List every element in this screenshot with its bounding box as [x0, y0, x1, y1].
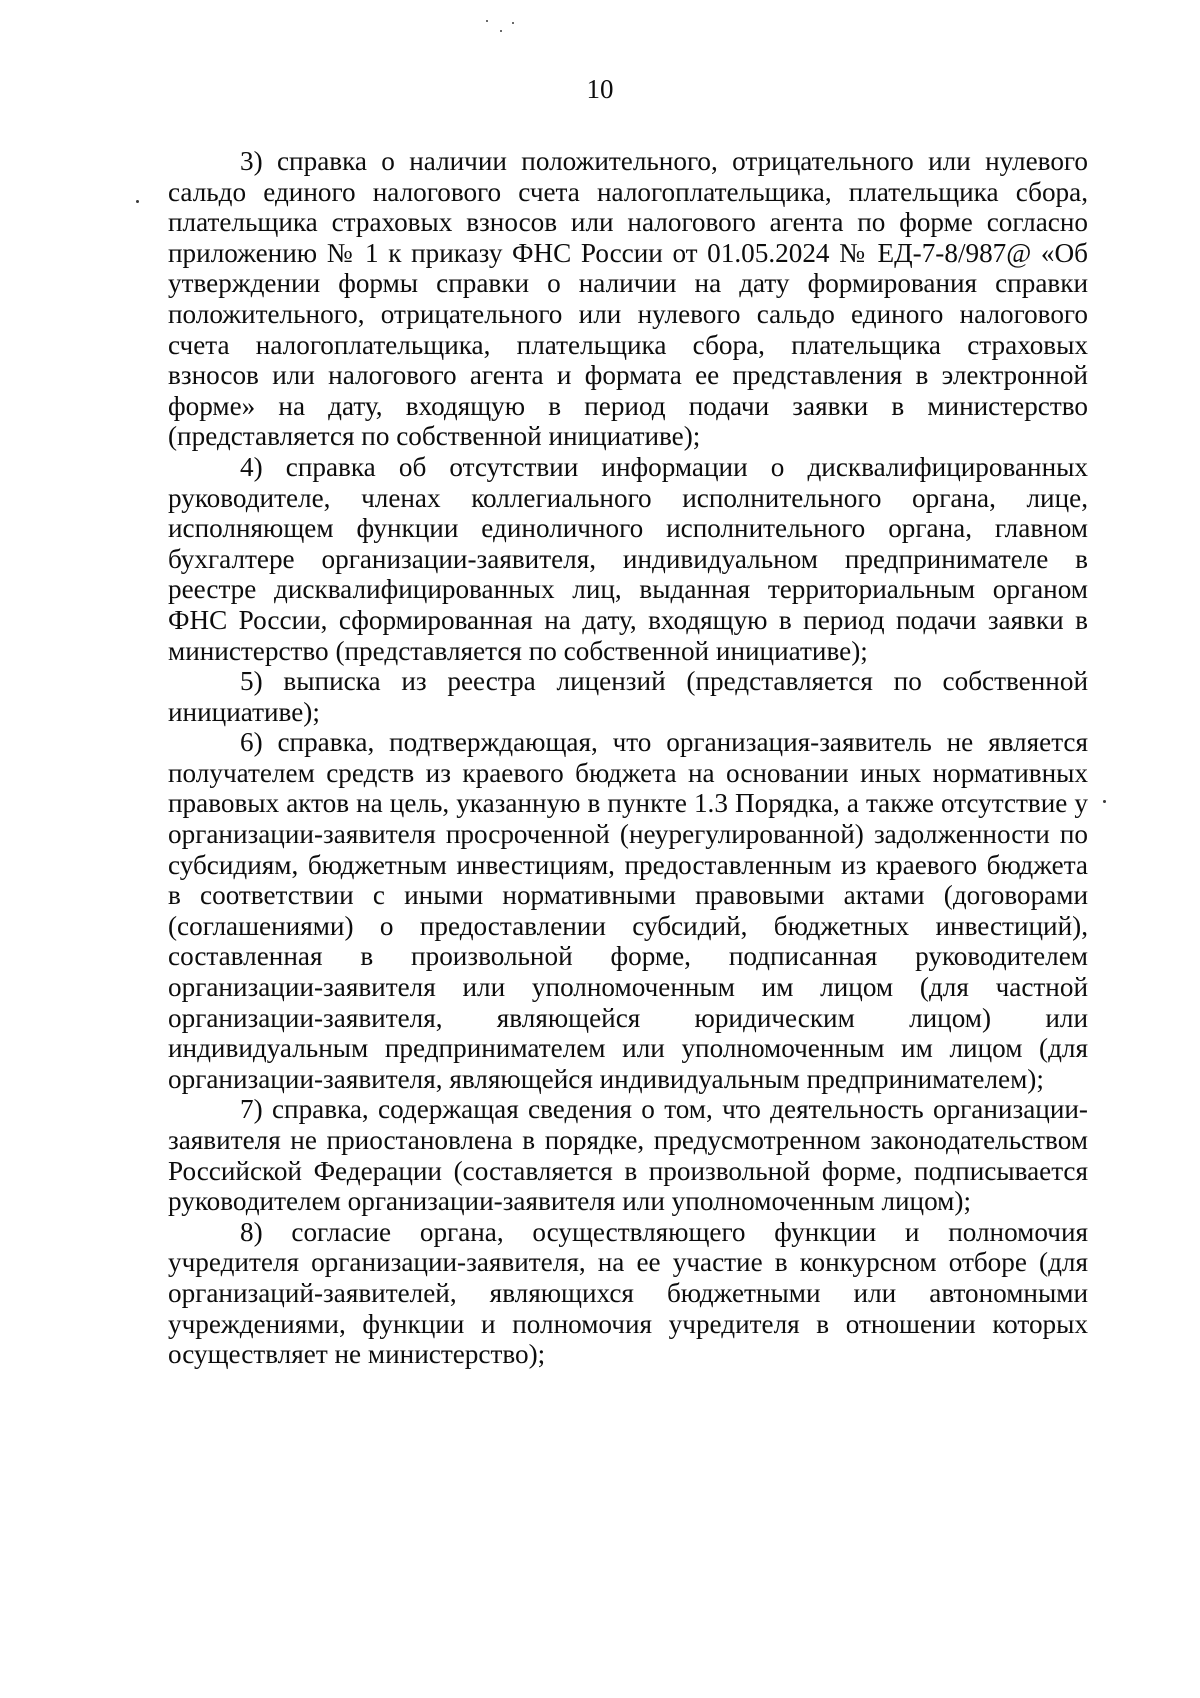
scan-speck: [512, 22, 514, 24]
page-number: 10: [586, 74, 614, 104]
paragraph-item-3: 3) справка о наличии положительного, отрицательного или нулевого сальдо единого налогового счета налогоплательщика, плательщика сбора, плательщика страховых взносов или налогового агента по форме согласно приложению № 1 к приказу ФНС России от 01.05.2024 № ЕД-7-8/987@ «Об утверждении формы справки о наличии на дату формирования справки положительного, отрицательного или нулевого сальдо единого налогового счета налогоплательщика, плательщика сбора, плательщика страховых взносов или налогового агента и формата ее представления в электронной форме» на дату, входящую в период подачи заявки в министерство (представляется по собственной инициативе);: [168, 146, 1088, 452]
paragraph-item-7: 7) справка, содержащая сведения о том, что деятельность организации-заявителя не приостановлена в порядке, предусмотренном законодательством Российской Федерации (составляется в произвольной форме, подписывается руководителем организации-заявителя или уполномоченным лицом);: [168, 1094, 1088, 1217]
paragraph-item-5: 5) выписка из реестра лицензий (представляется по собственной инициативе);: [168, 666, 1088, 727]
paragraph-item-6: 6) справка, подтверждающая, что организация-заявитель не является получателем средств из краевого бюджета на основании иных нормативных правовых актов на цель, указанную в пункте 1.3 Порядка, а также отсутствие у организации-заявителя просроченной (неурегулированной) задолженности по субсидиям, бюджетным инвестициям, предоставленным из краевого бюджета в соответствии с иными нормативными правовыми актами (договорами (соглашениями) о предоставлении субсидий, бюджетных инвестиций), составленная в произвольной форме, подписанная руководителем организации-заявителя или уполномоченным им лицом (для частной организации-заявителя, являющейся юридическим лицом) или индивидуальным предпринимателем или уполномоченным им лицом (для организации-заявителя, являющейся индивидуальным предпринимателем);: [168, 727, 1088, 1094]
document-body: [168, 146, 1088, 1370]
scan-speck: [500, 30, 502, 32]
scan-speck: [1103, 800, 1106, 803]
paragraph-item-4: 4) справка об отсутствии информации о дисквалифицированных руководителе, членах коллегиального исполнительного органа, лице, исполняющем функции единоличного исполнительного органа, главном бухгалтере организации-заявителя, индивидуальном предпринимателе в реестре дисквалифицированных лиц, выданная территориальным органом ФНС России, сформированная на дату, входящую в период подачи заявки в министерство (представляется по собственной инициативе);: [168, 451, 1088, 666]
paragraph-item-8: 8) согласие органа, осуществляющего функции и полномочия учредителя организации-заявителя, на ее участие в конкурсном отборе (для организаций-заявителей, являющихся бюджетными или автономными учреждениями, функции и полномочия учредителя в отношении которых осуществляет не министерство);: [168, 1216, 1088, 1370]
scan-speck: [136, 200, 139, 203]
scan-speck: [486, 20, 488, 22]
